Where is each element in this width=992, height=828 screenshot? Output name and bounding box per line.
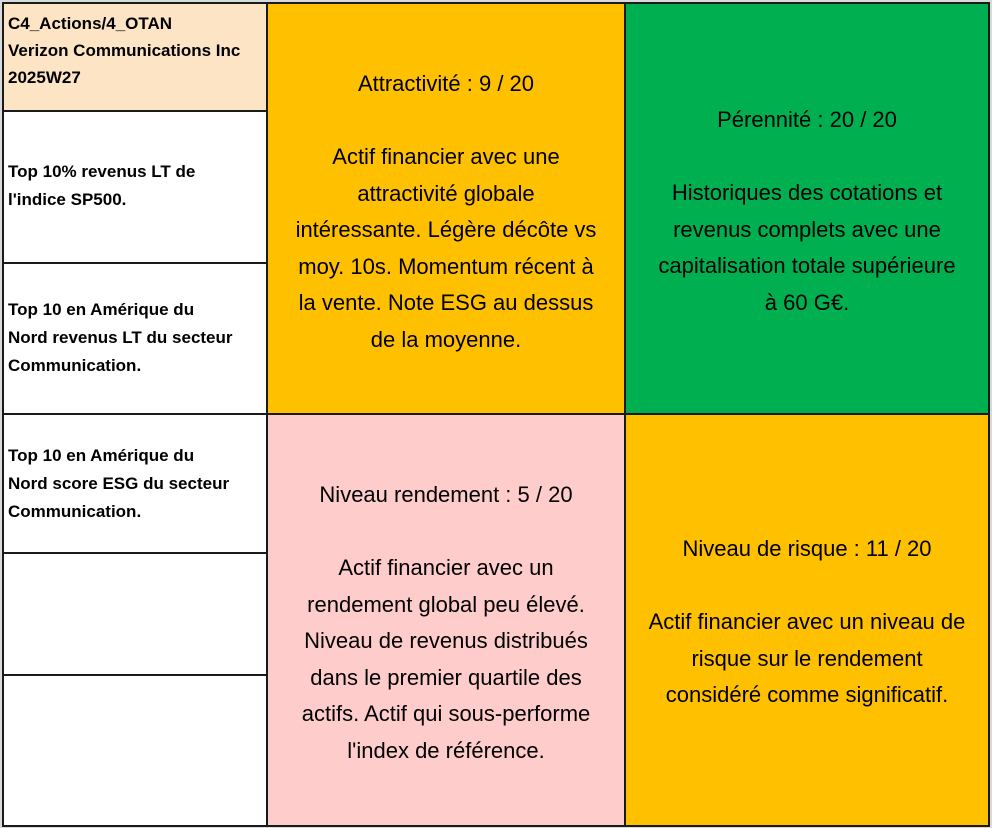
risque-panel bbox=[624, 413, 990, 827]
header-week: 2025W27 bbox=[8, 68, 81, 87]
rendement-line: actifs. Actif qui sous-performe bbox=[301, 701, 591, 726]
criteria-line: Top 10 en Amérique du bbox=[8, 446, 195, 465]
risque-line: considéré comme significatif. bbox=[665, 682, 949, 707]
rendement-panel bbox=[266, 413, 626, 827]
perennite-line: à 60 G€. bbox=[764, 289, 850, 315]
criteria-line: Communication. bbox=[8, 356, 142, 375]
perennite-line: capitalisation totale supérieure bbox=[658, 253, 956, 278]
criteria-cell-2 bbox=[2, 262, 268, 415]
perennite-panel bbox=[624, 2, 990, 415]
attractivite-line: moy. 10s. Momentum récent à bbox=[298, 253, 594, 279]
header-cell bbox=[2, 2, 268, 112]
risque-line: Actif financier avec un niveau de bbox=[648, 609, 966, 634]
attractivite-line: la vente. Note ESG au dessus bbox=[298, 290, 594, 315]
criteria-line: Top 10 en Amérique du bbox=[8, 300, 195, 319]
criteria-line: Communication. bbox=[8, 502, 142, 521]
criteria-line: Top 10% revenus LT de bbox=[8, 162, 196, 181]
rendement-line: rendement global peu élevé. bbox=[307, 591, 585, 617]
risque-line: risque sur le rendement bbox=[691, 645, 923, 671]
rendement-line: Actif financier avec un bbox=[338, 555, 554, 580]
attractivite-line: intéressante. Légère décôte vs bbox=[295, 217, 597, 242]
header-company: Verizon Communications Inc bbox=[8, 41, 241, 60]
rendement-line: l'index de référence. bbox=[347, 737, 545, 763]
rendement-line: dans le premier quartile des bbox=[310, 664, 582, 690]
risque-title: Niveau de risque : 11 / 20 bbox=[682, 536, 932, 561]
perennite-line: revenus complets avec une bbox=[673, 216, 941, 242]
rendement-title: Niveau rendement : 5 / 20 bbox=[319, 482, 573, 507]
header-path: C4_Actions/4_OTAN bbox=[8, 14, 173, 33]
criteria-line: Nord revenus LT du secteur bbox=[8, 328, 233, 347]
criteria-cell-3 bbox=[2, 413, 268, 554]
attractivite-panel bbox=[266, 2, 626, 415]
rendement-line: Niveau de revenus distribués bbox=[304, 628, 588, 653]
criteria-line: Nord score ESG du secteur bbox=[8, 474, 230, 493]
criteria-cell-1 bbox=[2, 110, 268, 264]
attractivite-line: attractivité globale bbox=[357, 180, 535, 206]
attractivite-line: Actif financier avec une bbox=[332, 144, 560, 169]
attractivite-line: de la moyenne. bbox=[370, 326, 522, 352]
criteria-line: l'indice SP500. bbox=[8, 190, 127, 209]
perennite-title: Pérennité : 20 / 20 bbox=[717, 107, 897, 132]
criteria-cell-5 bbox=[2, 674, 268, 827]
perennite-line: Historiques des cotations et bbox=[671, 180, 943, 205]
attractivite-title: Attractivité : 9 / 20 bbox=[357, 71, 535, 96]
criteria-cell-4 bbox=[2, 552, 268, 676]
